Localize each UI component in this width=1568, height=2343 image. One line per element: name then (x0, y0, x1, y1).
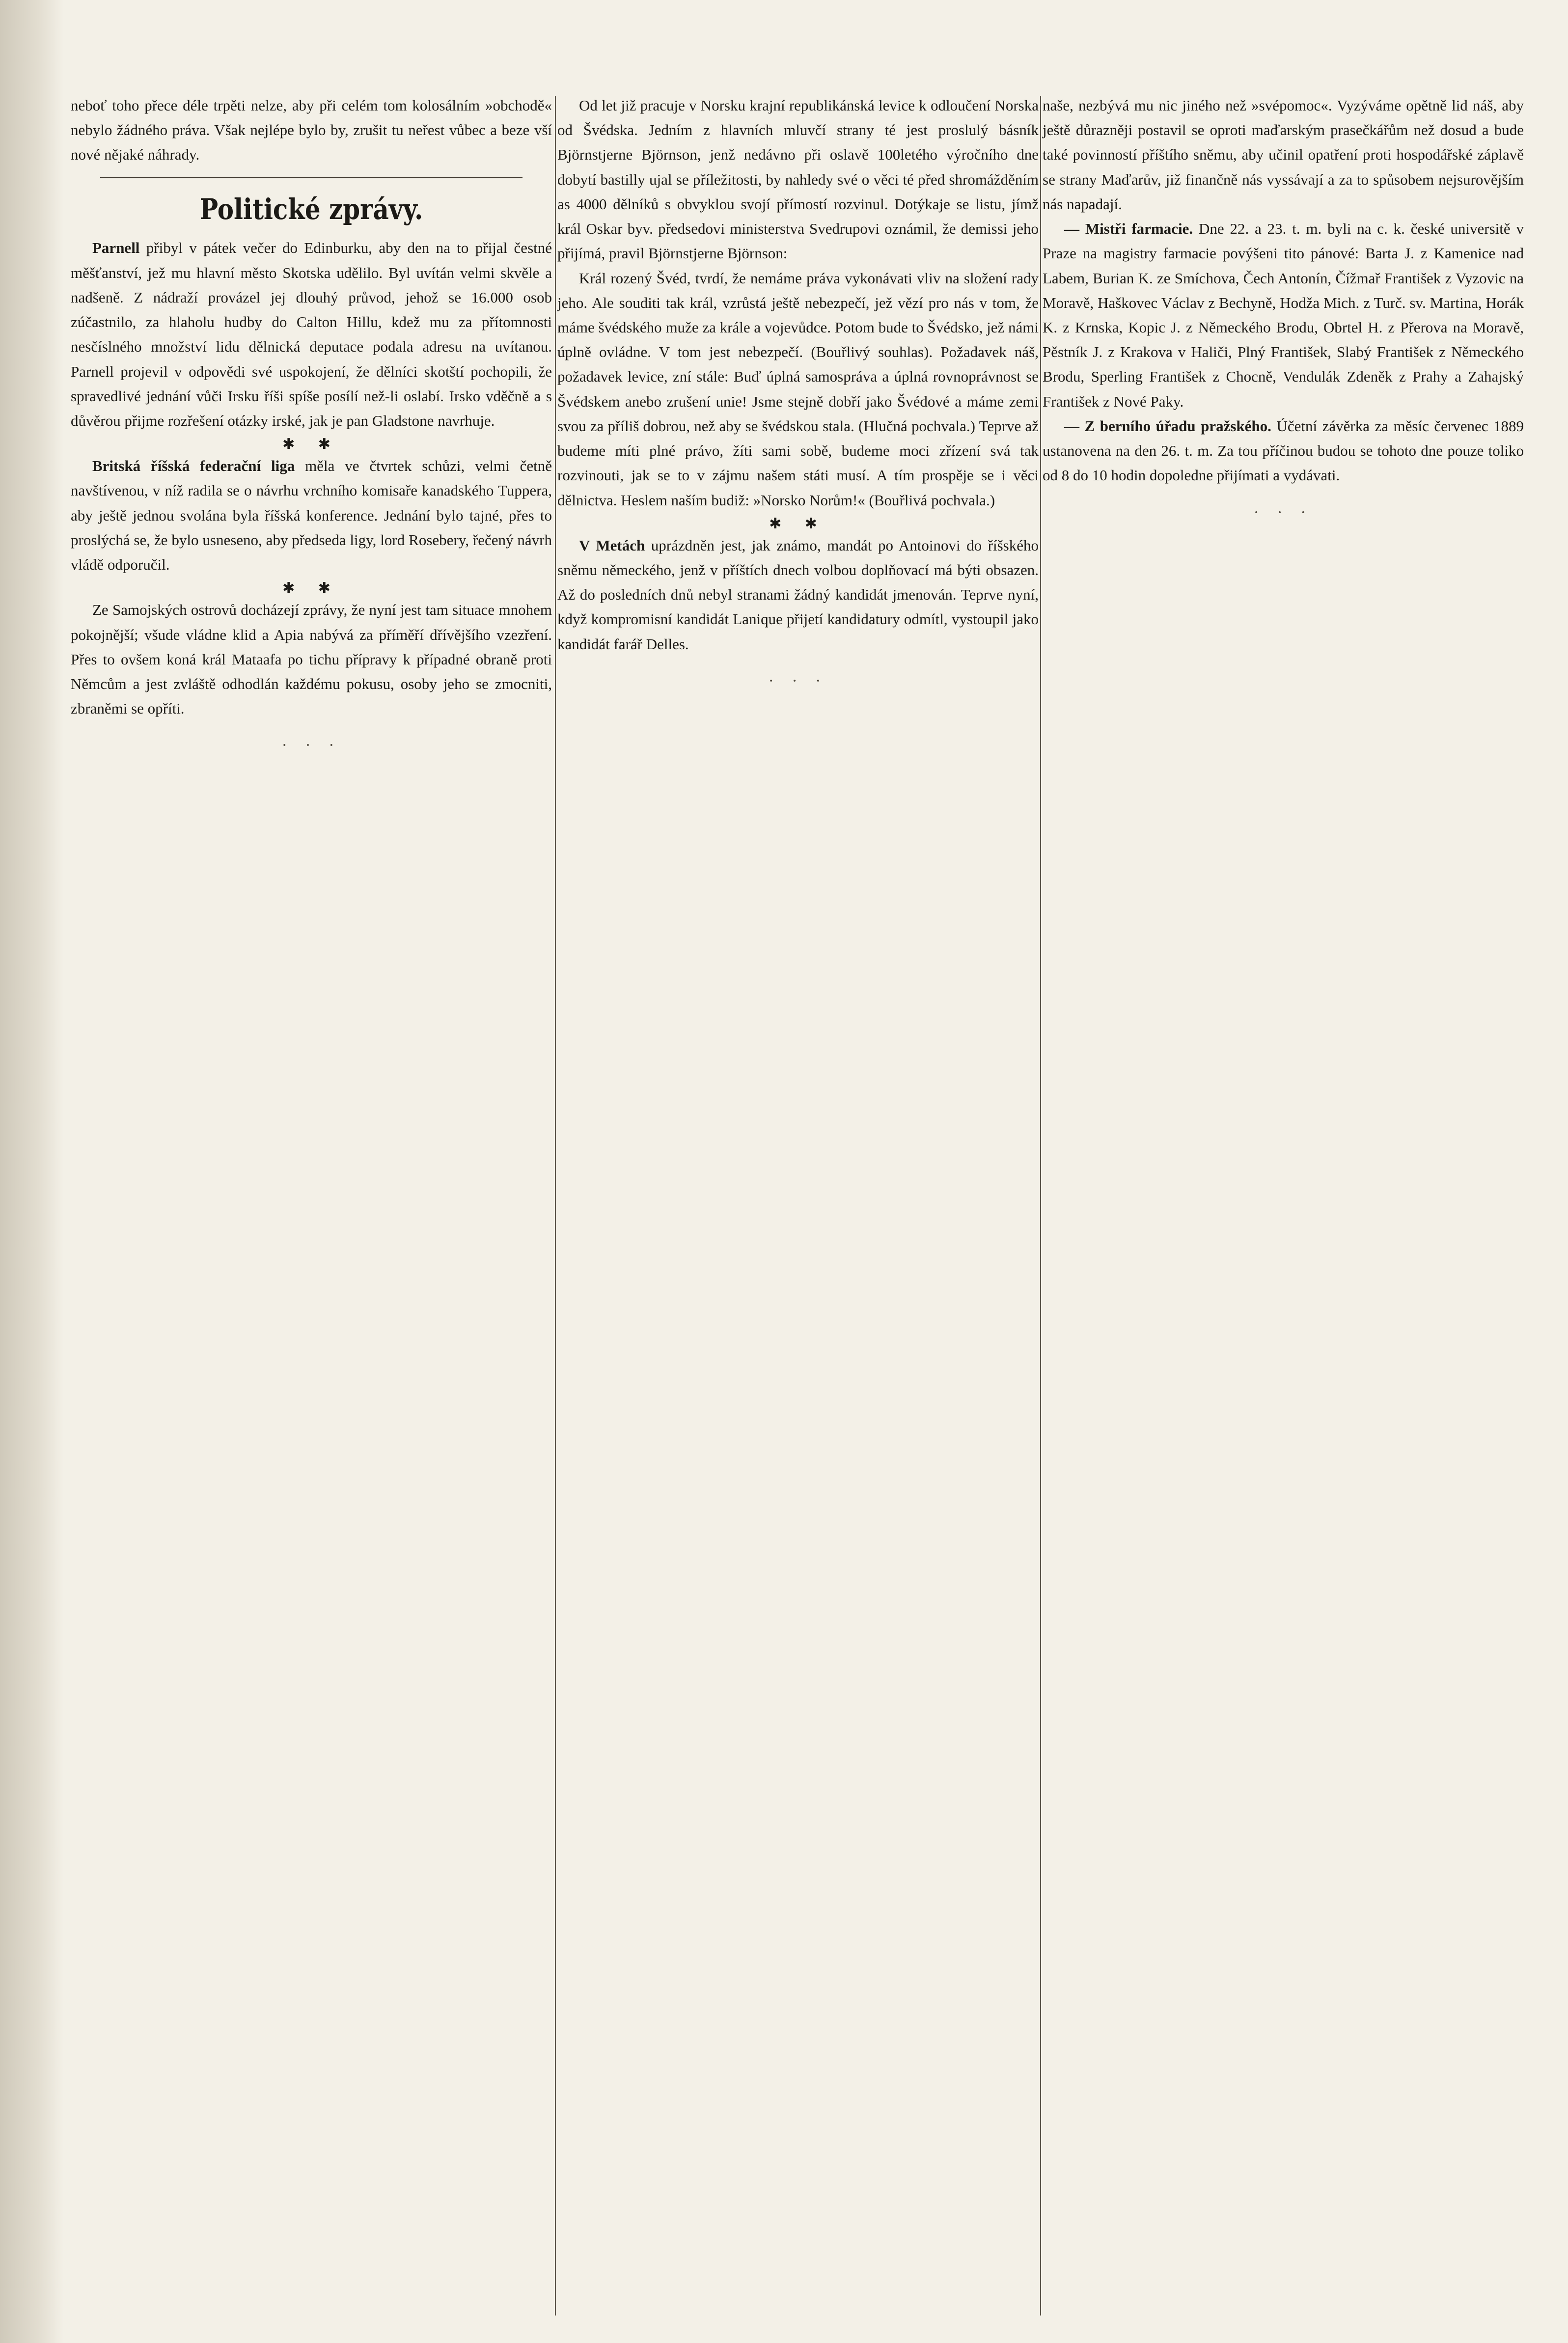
text-continues-marker: · · · (768, 671, 828, 690)
article-lead: V Metách (579, 536, 645, 554)
article-lead: Parnell (92, 239, 140, 257)
article-paragraph: neboť toho přece déle trpěti nelze, aby při celém tom kolosálním »obchodě« nebylo žádného práva. Však nejlépe bylo by, zrušit tu neřest vůbec a beze vší nové nějaké náhrady. (71, 97, 552, 164)
article-paragraph: Ze Samojských ostrovů docházejí zprávy, že nyní jest tam situace mnohem pokojnější; všude vládne klid a Apia nabývá za příměří dřívějšího vzezření. Přes to ovšem koná král Mataafa po tichu přípravy k případné obraně proti Němcům a jest zvláště odhodlán každému pokusu, osoby jeho se zmocniti, zbraněmi se opříti. (71, 601, 552, 717)
article-lead: — Mistři farmacie. (1064, 220, 1193, 238)
binding-edge (0, 0, 64, 2343)
column-rule (1040, 96, 1041, 2315)
article-body: Dne 22. a 23. t. m. byli na c. k. české universitě v Praze na magistry farmacie povýšeni tito pánové: Barta J. z Kamenice nad Labem, Burian K. ze Smíchova, Čech Antonín, Čížmař František z Vyzovic na Moravě, Haškovec Václav z Bechyně, Hodža Mich. z Turč. sv. Martina, Horák K. z Krnska, Kopic J. z Německého Brodu, Obrtel H. z Přerova na Moravě, Pěstník J. z Krakova v Haliči, Plný František, Slabý František z Německého Brodu, Sperling František z Chocně, Vendulák Zdeněk z Prahy a Zahajský František z Nové Paky. (1043, 220, 1524, 410)
article-paragraph (557, 533, 1039, 657)
article-paragraph: naše, nezbývá mu nic jiného než »svépomoc«. Vyzýváme opětně lid náš, aby ještě důrazněji postavil se oproti maďarským prasečkářům než dosud a bude také povinností příštího sněmu, aby učinil opatření proti hospodářské záplavě se strany Maďarův, již finančně nás vyssávají a za to spůsobem nejsurovějším nás napadají. (1043, 97, 1524, 213)
article-paragraph (71, 454, 552, 577)
text-continues-marker: · · · (1253, 503, 1313, 522)
section-separator: ✱ ✱ (282, 580, 340, 597)
section-heading-political-news: Politické zprávy. (199, 192, 423, 226)
column-middle (557, 93, 1039, 694)
article-body: měla ve čtvrtek schůzi, velmi četně navštívenou, v níž radila se o návrhu vrchního komisaře kanadského Tuppera, aby ještě jednou svolána byla říšská konference. Jednání bylo tajné, přes to proslýchá se, že bylo usneseno, aby předseda ligy, lord Rosebery, řečený návrh vládě odporučil. (71, 457, 552, 574)
article-lead: Britská říšská federační liga (92, 457, 295, 475)
article-paragraph (1043, 414, 1524, 488)
section-separator: ✱ ✱ (769, 515, 827, 532)
article-lead: — Z berního úřadu pražského. (1064, 417, 1271, 435)
article-paragraph (71, 236, 552, 433)
article-body: Účetní závěrka za měsíc červenec 1889 ustanovena na den 26. t. m. Za tou příčinou budou se tohoto dne pouze toliko od 8 do 10 hodin dopoledne přijímati a vydávati. (1043, 417, 1524, 484)
section-rule (100, 177, 523, 178)
article-paragraph: Od let již pracuje v Norsku krajní republikánská levice k odloučení Norska od Švédska. Jedním z hlavních mluvčí strany té jest proslulý básník Björnstjerne Björnson, jenž nedávno při oslavě 100letého výročního dne dobytí bastilly ujal se příležitosti, by nahledy své o věci té před shromážděním as 4000 dělníků s obvyklou svojí přímostí rozvinul. Dotýkaje se listu, jímž král Oskar byv. předsedovi ministerstva Svedrupovi oznámil, že demissi jeho přijímá, pravil Björnstjerne Björnson: (557, 97, 1039, 262)
article-paragraph (1043, 217, 1524, 414)
section-separator: ✱ ✱ (282, 436, 340, 453)
article-paragraph: Král rozený Švéd, tvrdí, že nemáme práva vykonávati vliv na složení rady jeho. Ale souditi tak král, vzrůstá ještě nebezpečí, jež vězí pro nás v tom, že máme švédského muže za krále a vojevůdce. Potom bude to Švédsko, jež námi úplně ovládne. V tom jest nebezpečí. (Bouřlivý souhlas). Požadavek náš, požadavek levice, zní stále: Buď úplná samospráva a úplná rovnoprávnost se Švédskem anebo zrušení unie! Jsme stejně dobří jako Švédové a máme zemi svou za příliš dobrou, než aby se švédskou stala. (Hlučná pochvala.) Teprve až budeme míti plné právo, žíti sami sobě, budeme moci zřízení svá tak rozvinouti, jak se to v zájmu našem státi musí. A tím prospěje se i věci dělnictva. Heslem naším budiž: »Norsko Norům!« (Bouřlivá pochvala.) (557, 269, 1039, 509)
text-continues-marker: · · · (281, 736, 341, 755)
column-right (1043, 93, 1524, 526)
column-rule (555, 96, 556, 2315)
article-body: uprázdněn jest, jak známo, mandát po Antoinovi do říšského sněmu německého, jenž v příštích dnech volbou doplňovací má býti obsazen. Až do posledních dnů nebyl stranami žádný kandidát jmenován. Teprve nyní, když kompromisní kandidát Lanique přijetí kandidatury odmítl, vystoupil jako kandidát farář Delles. (557, 536, 1039, 653)
article-body: přibyl v pátek večer do Edinburku, aby den na to přijal čestné měšťanství, jež mu hlavní město Skotska udělilo. Byl uvítán velmi skvěle a nadšeně. Z nádraží provázel jej dlouhý průvod, jehož se 16.000 osob zúčastnilo, za hlaholu hudby do Calton Hillu, kdež mu za přítomnosti nesčíslného množství lidu dělnická deputace podala adresu na uvítanou. Parnell projevil v odpovědi své uspokojení, že dělníci skotští pochopili, že spravedlivé jednání vůči Irsku říši spíše posílí než-li oslabí. Irsko vděčně a s důvěrou přijme rozřešení otázky irské, jak je pan Gladstone navrhuje. (71, 239, 552, 429)
column-left (71, 93, 552, 759)
